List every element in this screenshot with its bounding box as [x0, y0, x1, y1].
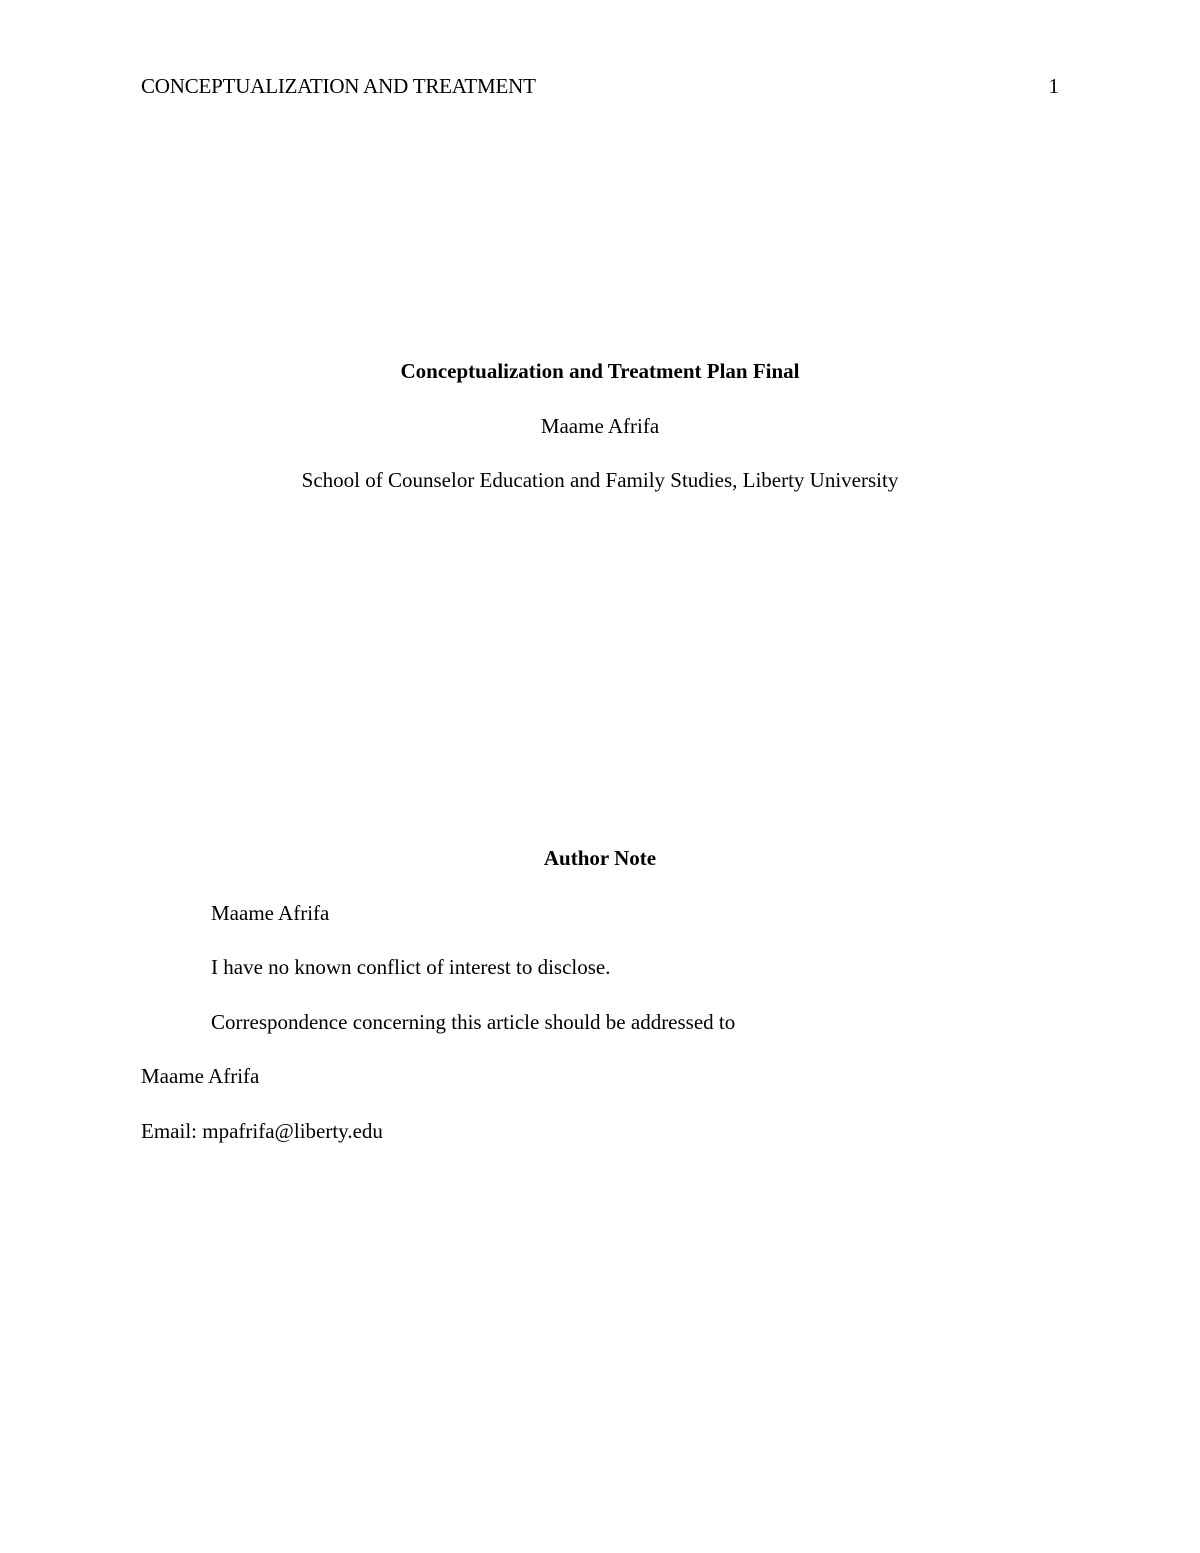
author-note-section [141, 844, 1059, 1171]
correspondence-statement: Correspondence concerning this article should be addressed to [211, 1009, 736, 1034]
conflict-statement: I have no known conflict of interest to disclose. [211, 955, 611, 979]
contact-email: Email: mpafrifa@liberty.edu [141, 1118, 383, 1143]
page-number: 1 [1048, 74, 1059, 98]
author-note-name: Maame Afrifa [211, 900, 330, 925]
author-note-heading: Author Note [543, 846, 657, 870]
contact-name: Maame Afrifa [141, 1064, 260, 1088]
title-block [0, 357, 1200, 521]
author-affiliation: School of Counselor Education and Family Studies, Liberty University [301, 468, 899, 492]
paper-title: Conceptualization and Treatment Plan Final [400, 359, 800, 383]
author-name: Maame Afrifa [540, 413, 660, 438]
running-head: CONCEPTUALIZATION AND TREATMENT [141, 74, 536, 98]
